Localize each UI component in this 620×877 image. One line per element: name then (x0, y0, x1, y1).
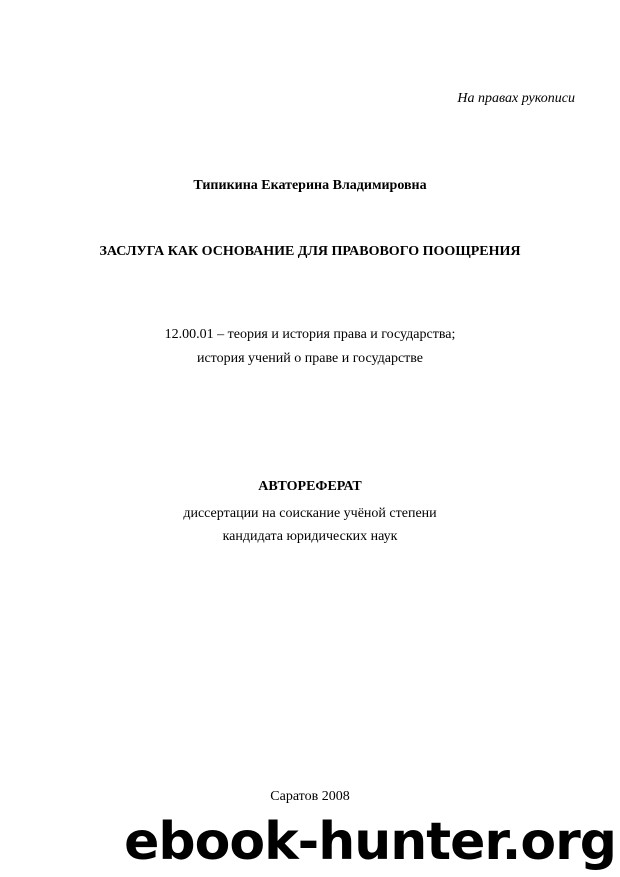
abstract-description (0, 502, 620, 548)
specialty-line-1: 12.00.01 – теория и история права и государства; (164, 327, 456, 342)
abstract-heading: АВТОРЕФЕРАТ (258, 479, 362, 494)
specialty-block (0, 323, 620, 371)
place-year: Саратов 2008 (270, 789, 350, 804)
manuscript-note: На правах рукописи (457, 91, 575, 106)
abstract-line-2: кандидата юридических наук (222, 529, 398, 544)
watermark-text: ebook-hunter.org (124, 812, 616, 872)
dissertation-title: ЗАСЛУГА КАК ОСНОВАНИЕ ДЛЯ ПРАВОВОГО ПООЩРЕНИЯ (99, 244, 521, 259)
watermark (0, 808, 620, 877)
specialty-line-2: история учений о праве и государстве (196, 351, 424, 366)
author-name: Типикина Екатерина Владимировна (193, 178, 427, 193)
abstract-line-1: диссертации на соискание учёной степени (183, 506, 437, 521)
